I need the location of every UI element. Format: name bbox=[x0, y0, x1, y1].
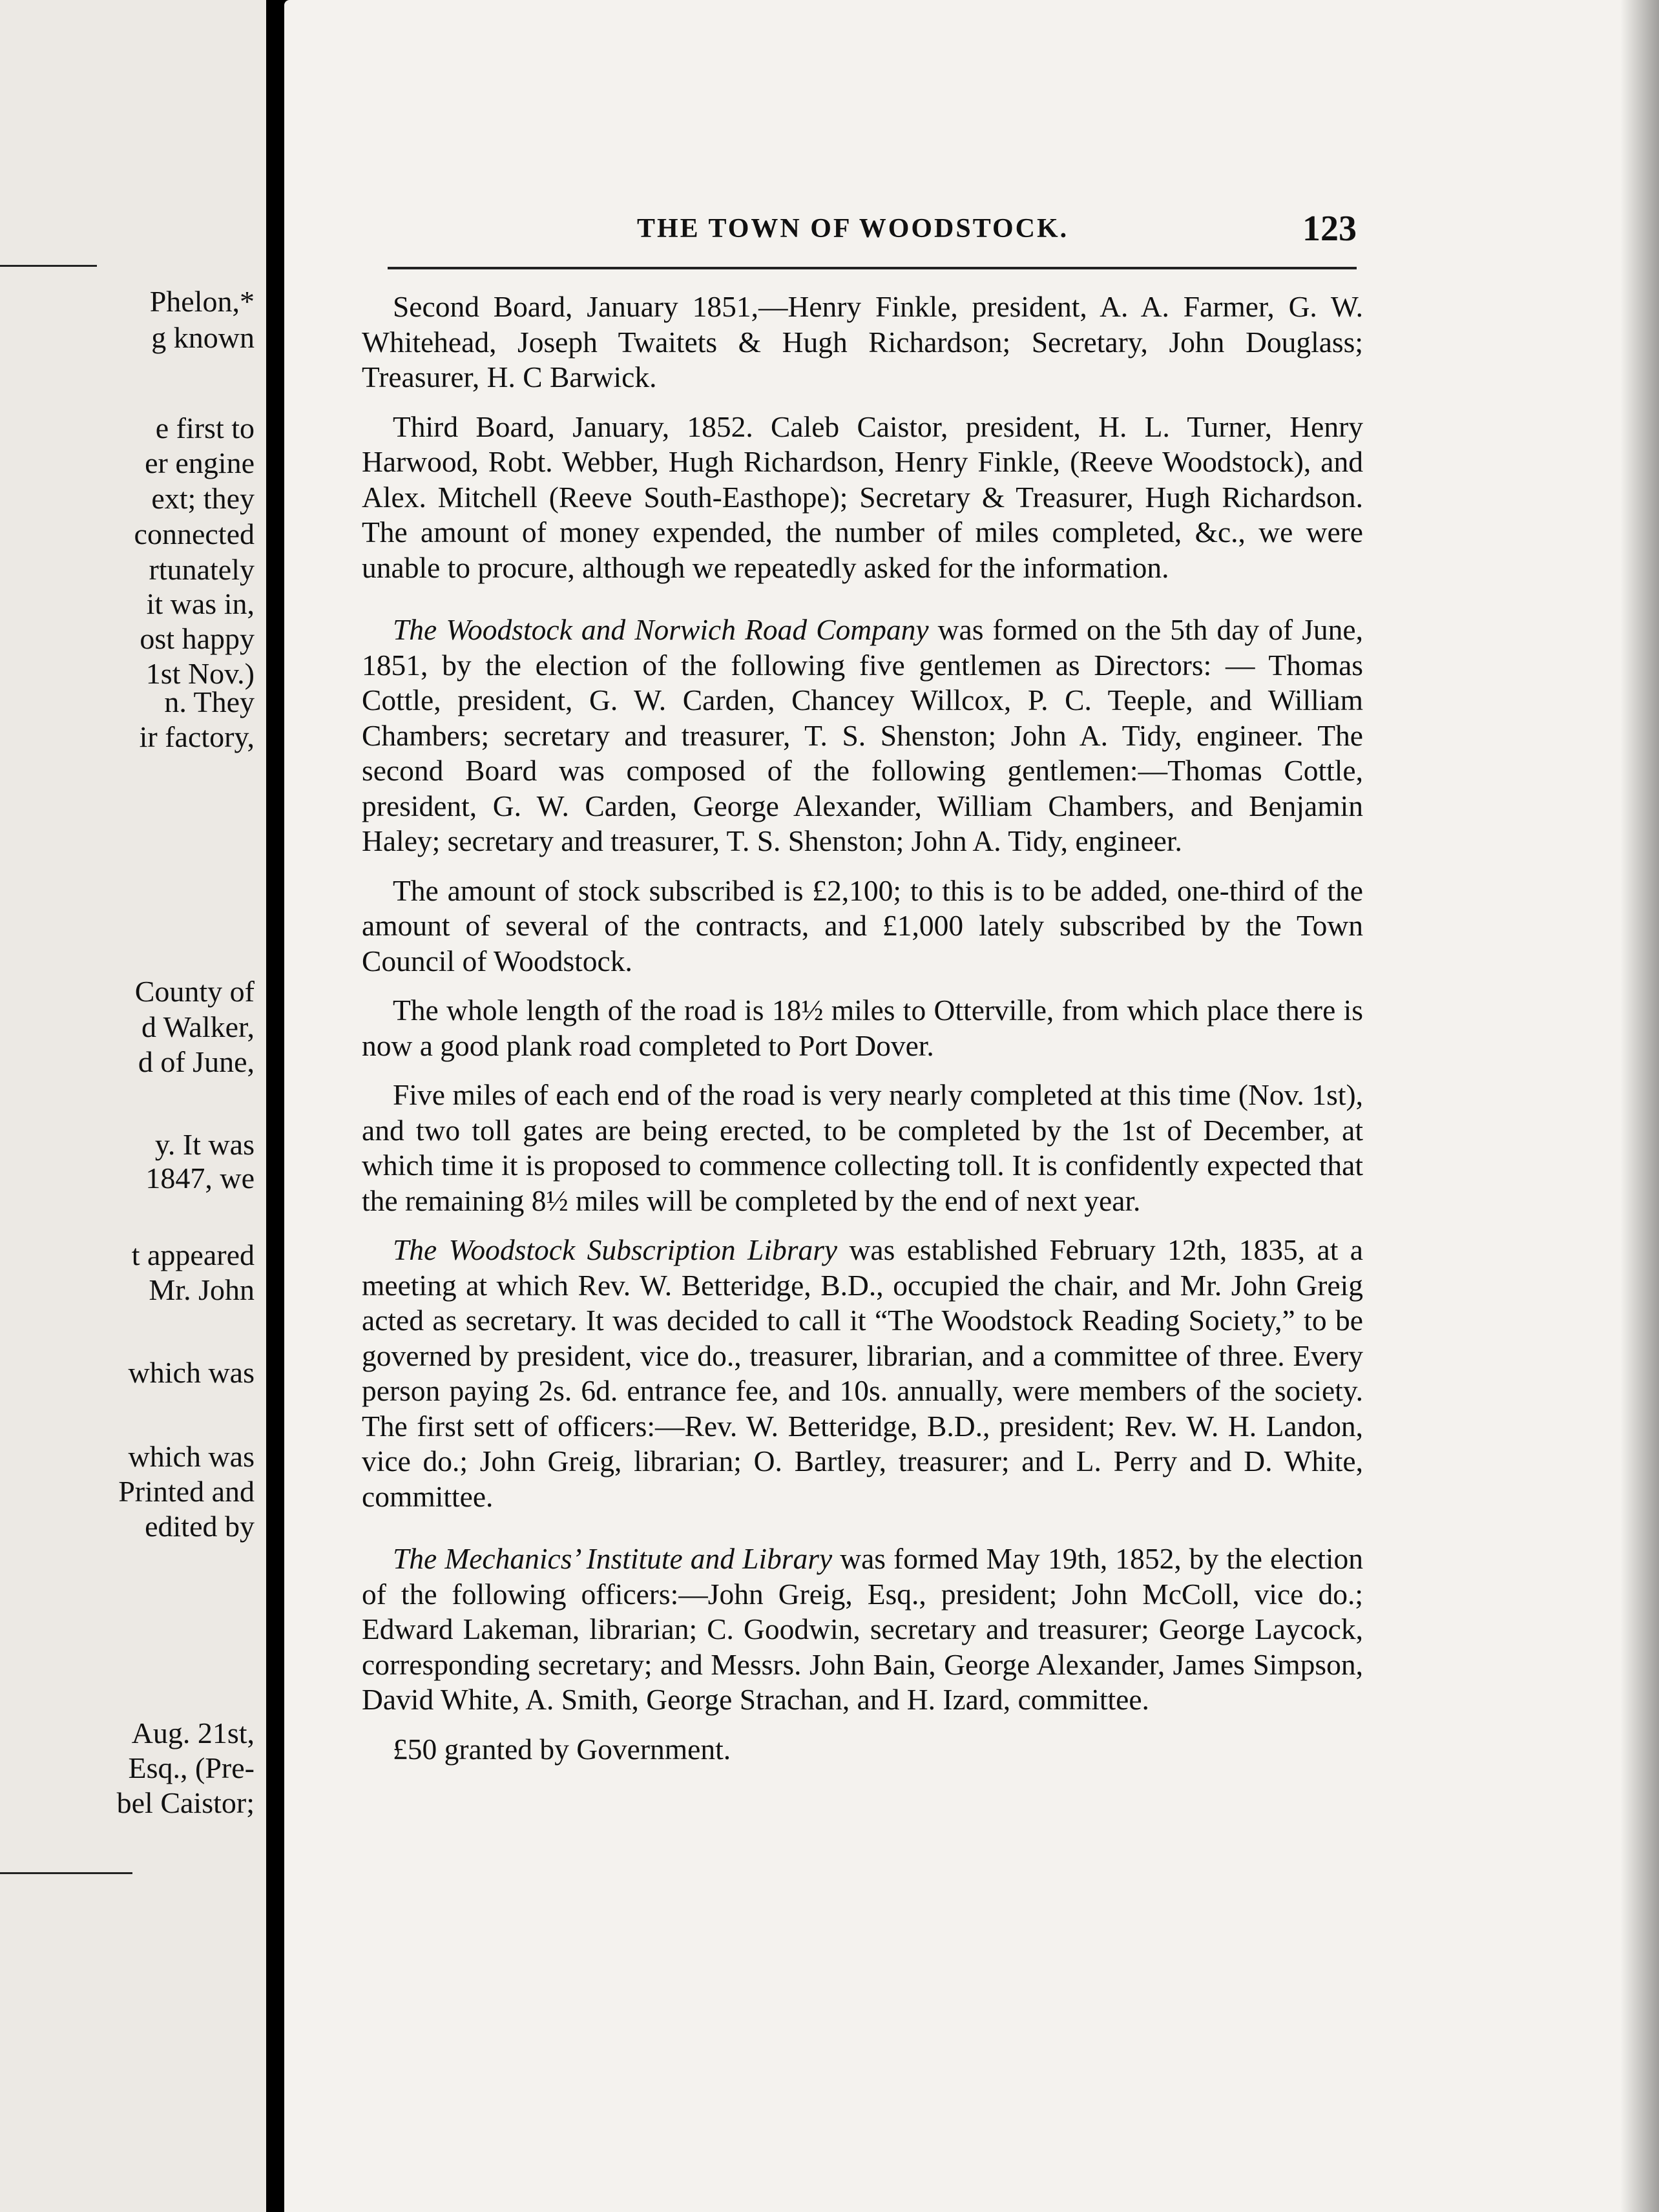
header-rule bbox=[388, 267, 1357, 269]
running-title: THE TOWN OF WOODSTOCK. bbox=[637, 214, 1069, 244]
facing-line: d Walker, bbox=[141, 1010, 255, 1043]
facing-line: 1847, we bbox=[145, 1162, 255, 1195]
facing-page-rule-bottom bbox=[0, 1872, 132, 1874]
facing-page-fragment bbox=[0, 0, 266, 2212]
paragraph-toll-gates: Five miles of each end of the road is very nearly completed at this time (Nov. 1st), and two toll gates are being erected, to be completed by the 1st of December, at which time it is proposed to commence collecting toll. It is confidently expected that the remaining 8½ miles will be completed by the end of next year. bbox=[362, 1078, 1363, 1217]
page-number: 123 bbox=[1302, 209, 1357, 249]
facing-line: Phelon,* bbox=[149, 285, 255, 318]
facing-line: d of June, bbox=[138, 1045, 255, 1078]
subscription-library-text: was established February 12th, 1835, at a meeting at which Rev. W. Betteridge, B.D., occupied the chair, and Mr. John Greig acted as secretary. It was decided to call it “The Woodstock Reading Society,” to be governed by president, vice do., treasurer, librarian, and a committee of three. Every person paying 2s. 6d. entrance fee, and 10s. annually, were members of the society. The first sett of officers:—Rev. W. Betteridge, B.D., president; Rev. W. H. Landon, vice do.; John Greig, librarian; O. Bartley, treasurer; and L. Perry and D. White, committee. bbox=[362, 1233, 1363, 1513]
facing-line: rtunately bbox=[149, 553, 255, 586]
facing-line: Printed and bbox=[118, 1475, 255, 1508]
facing-line: ost happy bbox=[140, 622, 255, 655]
paragraph-government-grant: £50 granted by Government. bbox=[393, 1732, 731, 1766]
facing-line: n. They bbox=[164, 685, 255, 718]
paragraph-road-company bbox=[362, 612, 1363, 859]
paragraph-subscription-library bbox=[362, 1233, 1363, 1514]
paragraph-stock: The amount of stock subscribed is £2,100; to this is to be added, one-third of the amount of several of the contracts, and £1,000 lately subscribed by the Town Council of Woodstock. bbox=[362, 873, 1363, 977]
facing-page-rule-top bbox=[0, 265, 97, 267]
facing-line: connected bbox=[134, 517, 255, 550]
facing-line: 1st Nov.) bbox=[145, 657, 255, 690]
facing-line: which was bbox=[128, 1440, 255, 1473]
facing-line: County of bbox=[134, 975, 255, 1008]
mechanics-institute-text: was formed May 19th, 1852, by the election of the following officers:—John Greig, Esq., president; John McColl, vice do.; Edward Lakeman, librarian; C. Goodwin, secretary and treasurer; George Laycock, corresponding secretary; and Messrs. John Bain, George Alexander, James Simpson, David White, A. Smith, George Strachan, and H. Izard, committee. bbox=[362, 1542, 1363, 1716]
facing-line: g known bbox=[151, 321, 255, 354]
facing-line: which was bbox=[128, 1356, 255, 1389]
road-company-title: The Woodstock and Norwich Road Company bbox=[393, 613, 929, 646]
page-header bbox=[362, 209, 1357, 258]
subscription-library-title: The Woodstock Subscription Library bbox=[393, 1233, 838, 1266]
body-text bbox=[362, 289, 1363, 1767]
paragraph-second-board: Second Board, January 1851,—Henry Finkle, president, A. A. Farmer, G. W. Whitehead, Joseph Twaitets & Hugh Richardson; Secretary, John Douglass; Treasurer, H. C Barwick. bbox=[362, 290, 1363, 393]
facing-line: Aug. 21st, bbox=[131, 1716, 255, 1749]
facing-line: Esq., (Pre- bbox=[128, 1751, 255, 1784]
facing-line: e first to bbox=[155, 412, 255, 444]
road-company-text: was formed on the 5th day of June, 1851, by the election of the following five gentlemen as Directors: — Thomas Cottle, president, G. W. Carden, Chancey Willcox, P. C. Teeple, and William Chambers; secretary and treasurer, T. S. Shenston; John A. Tidy, engineer. The second Board was composed of the following gentlemen:—Thomas Cottle, president, G. W. Carden, George Alexander, William Chambers, and Benjamin Haley; secretary and treasurer, T. S. Shenston; John A. Tidy, engineer. bbox=[362, 613, 1363, 857]
paragraph-road-length: The whole length of the road is 18½ miles to Otterville, from which place there is now a good plank road completed to Port Dover. bbox=[362, 994, 1363, 1062]
facing-line: bel Caistor; bbox=[116, 1786, 255, 1819]
facing-line: t appeared bbox=[131, 1238, 255, 1271]
facing-line: it was in, bbox=[146, 587, 255, 620]
facing-line: ext; they bbox=[151, 482, 255, 515]
facing-line: er engine bbox=[145, 446, 255, 479]
paragraph-mechanics-institute bbox=[362, 1541, 1363, 1718]
facing-line: y. It was bbox=[154, 1128, 255, 1161]
facing-line: edited by bbox=[145, 1510, 255, 1543]
facing-line: Mr. John bbox=[149, 1273, 255, 1306]
facing-line: ir factory, bbox=[139, 720, 255, 753]
mechanics-institute-title: The Mechanics’ Institute and Library bbox=[393, 1542, 833, 1575]
paragraph-third-board: Third Board, January, 1852. Caleb Caistor, president, H. L. Turner, Henry Harwood, Robt. Webber, Hugh Richardson, Henry Finkle, (Reeve Woodstock), and Alex. Mitchell (Reeve South-Easthope); Secretary & Treasurer, Hugh Richardson. The amount of money expended, the number of miles completed, &c., we were unable to procure, although we repeatedly asked for the information. bbox=[362, 410, 1363, 584]
page-edge-shadow bbox=[1620, 0, 1659, 2212]
